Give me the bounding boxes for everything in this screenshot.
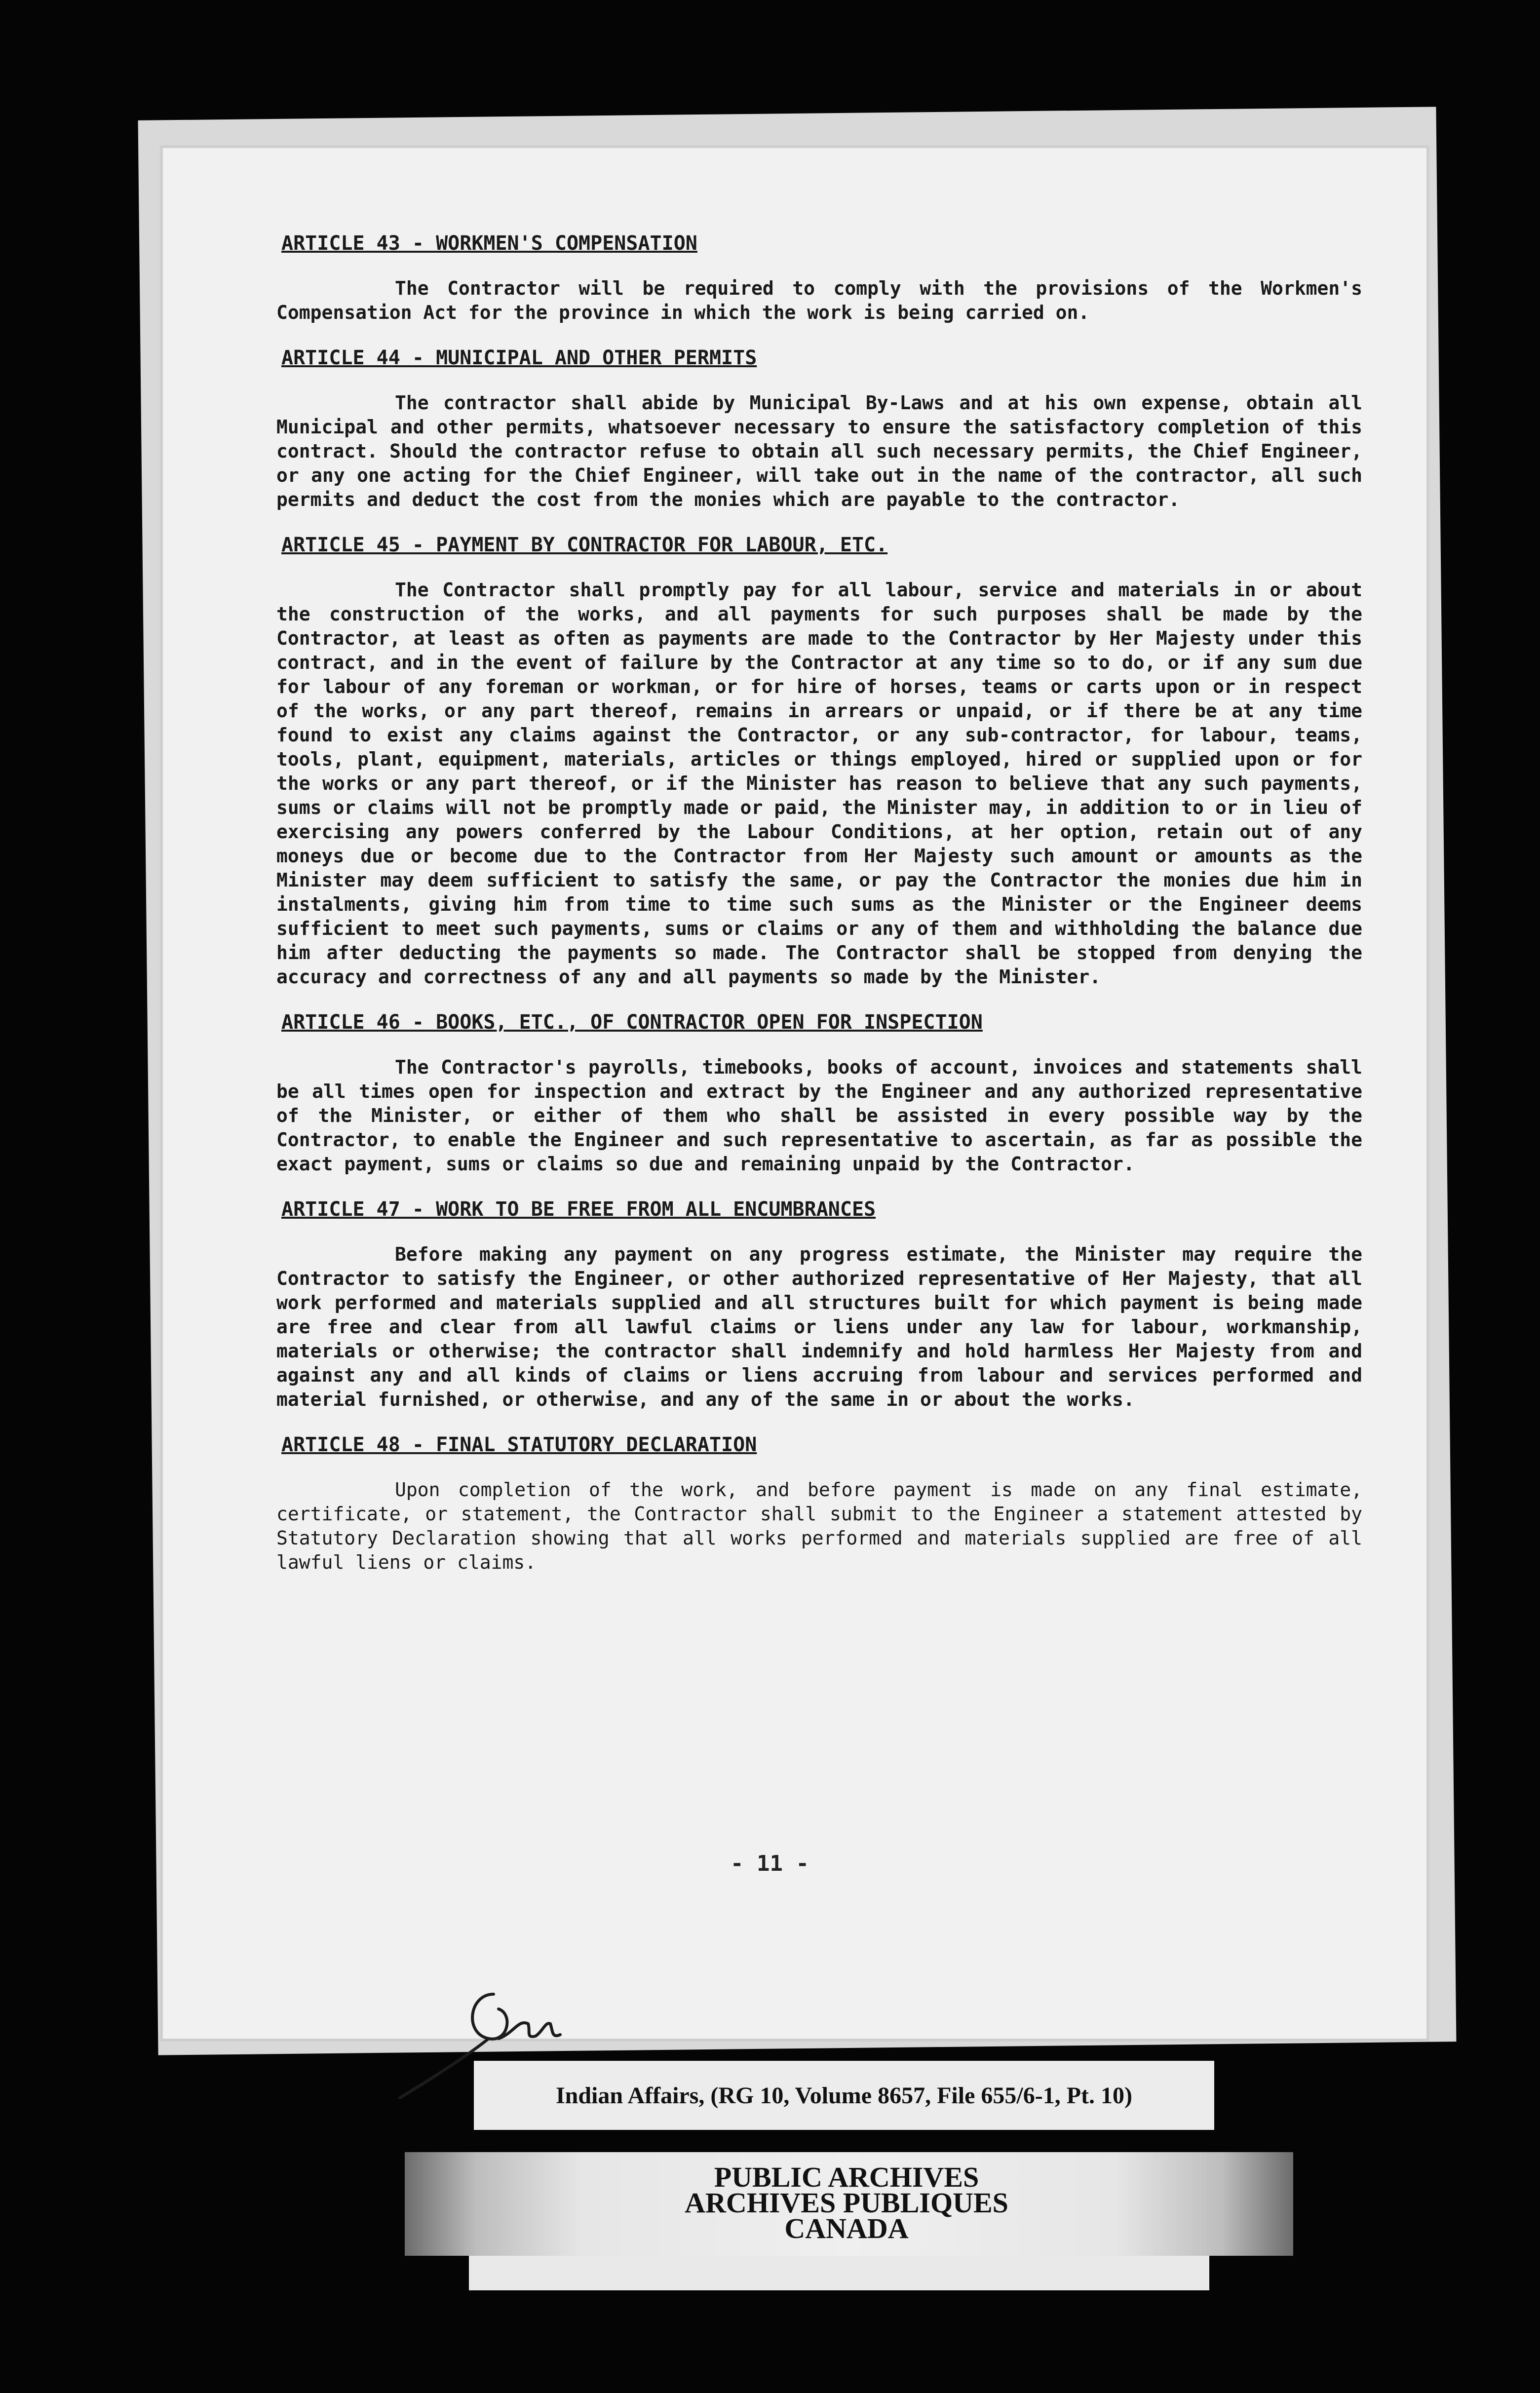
article-48-text: Upon completion of the work, and before payment is made on any final estimate, certificate, or statement, the Contractor shall submit to the Engineer a statement attested by Statutory Declaration showing that all works performed and materials supplied are free of all lawful liens or claims.: [276, 1479, 1362, 1573]
article-47-text: Before making any payment on any progress estimate, the Minister may require the Contractor to satisfy the Engineer, or other authorized representative of Her Majesty, that all work performed and materials supplied and all structures built for which payment is being made are free and clear from all lawful claims or liens under any law for labour, workmanship, materials or otherwise; the contractor shall indemnify and hold harmless Her Majesty from and against any and all kinds of claims or liens accruing from labour and services performed and material furnished, or otherwise, and any of the same in or about the works.: [276, 1243, 1362, 1410]
archive-source-label: Indian Affairs, (RG 10, Volume 8657, File 655/6-1, Pt. 10): [474, 2061, 1214, 2130]
article-48-heading: ARTICLE 48 - FINAL STATUTORY DECLARATION: [281, 1433, 757, 1456]
article-44-heading: ARTICLE 44 - MUNICIPAL AND OTHER PERMITS: [281, 347, 757, 369]
article-45-text: The Contractor shall promptly pay for all labour, service and materials in or about the construction of the works, and all payments for such purposes shall be made by the Contractor, at least as often as payments are made to the Contractor by Her Majesty under this contract, and in the event of failure by the Contractor at any time so to do, or if any sum due for labour of any foreman or workman, or for hire of horses, teams or carts upon or in respect of the works, or any part thereof, remains in arrears or unpaid, or if there be at any time found to exist any claims against the Contractor, or any sub-contractor, for labour, teams, tools, plant, equipment, materials, articles or things employed, hired or supplied upon or for the works or any part thereof, or if the Minister has reason to believe that any such payments, sums or claims will not be promptly made or paid, the Minister may, in addition to or in lieu of exercising any powers conferred by the Labour Conditions, at her option, retain out of any moneys due or become due to the Contractor from Her Majesty such amount or amounts as the Minister may deem sufficient to satisfy the same, or pay the Contractor the monies due him in instalments, giving him from time to time such sums as the Minister or the Engineer deems sufficient to meet such payments, sums or claims or any of them and withholding the balance due him after deducting the payments so made. The Contractor shall be stopped from denying the accuracy and correctness of any and all payments so made by the Minister.: [276, 579, 1362, 988]
document-page: [163, 148, 1426, 2039]
page-content: [276, 232, 1362, 1575]
article-47-heading: ARTICLE 47 - WORK TO BE FREE FROM ALL ENCUMBRANCES: [281, 1198, 876, 1221]
archive-stamp-line-2: ARCHIVES PUBLIQUES: [685, 2187, 1008, 2219]
article-46-text: The Contractor's payrolls, timebooks, books of account, invoices and statements shall be all times open for inspection and extract by the Engineer and any authorized representative of the Minister, or either of them who shall be assisted in every possible way by the Contractor, to enable the Engineer and such representative to ascertain, as far as possible the exact payment, sums or claims so due and remaining unpaid by the Contractor.: [276, 1056, 1362, 1175]
article-44-text: The contractor shall abide by Municipal By-Laws and at his own expense, obtain all Municipal and other permits, whatsoever necessary to ensure the satisfactory completion of this contract. Should the contractor refuse to obtain all such necessary permits, the Chief Engineer, or any one acting for the Chief Engineer, will take out in the name of the contractor, all such permits and deduct the cost from the monies which are payable to the contractor.: [276, 392, 1362, 510]
article-43-heading: ARTICLE 43 - WORKMEN'S COMPENSATION: [281, 232, 697, 255]
archive-strip-lower: [469, 2256, 1209, 2290]
article-43-text: The Contractor will be required to comply with the provisions of the Workmen's Compensation Act for the province in which the work is being carried on.: [276, 277, 1362, 323]
archive-stamp-line-1: PUBLIC ARCHIVES: [714, 2161, 979, 2193]
article-46-heading: ARTICLE 46 - BOOKS, ETC., OF CONTRACTOR OPEN FOR INSPECTION: [281, 1011, 983, 1034]
page-number: - 11 -: [731, 1851, 809, 1876]
article-45-heading: ARTICLE 45 - PAYMENT BY CONTRACTOR FOR LABOUR, ETC.: [281, 534, 888, 556]
archive-stamp-line-3: CANADA: [784, 2212, 909, 2244]
archive-stamp: [543, 2161, 1150, 2244]
